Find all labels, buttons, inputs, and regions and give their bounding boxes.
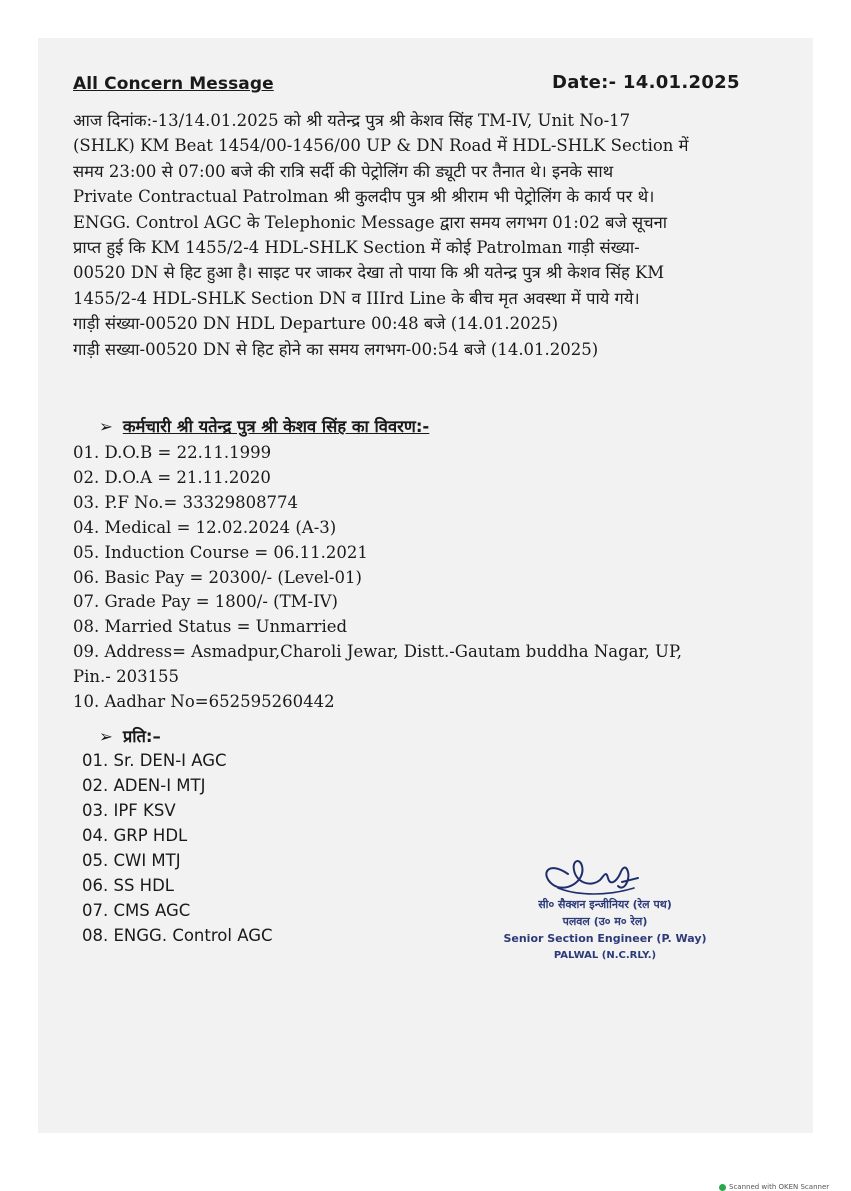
scanner-watermark-text: Scanned with OKEN Scanner xyxy=(729,1183,830,1191)
detail-item: 02. D.O.A = 21.11.2020 xyxy=(73,467,271,487)
detail-item: 07. Grade Pay = 1800/- (TM-IV) xyxy=(73,592,338,612)
message-line: समय 23:00 से 07:00 बजे की रात्रि सर्दी की पेट्रोलिंग की ड्यूटी पर तैनात थे। इनके साथ xyxy=(73,161,614,181)
employee-details-heading-text: कर्मचारी श्री यतेन्द्र पुत्र श्री केशव सिंह का विवरण:- xyxy=(122,417,430,436)
signature-icon xyxy=(538,852,648,902)
detail-item: Pin.- 203155 xyxy=(73,667,180,687)
message-subject: All Concern Message xyxy=(73,74,274,94)
message-body xyxy=(73,108,773,362)
message-line: 00520 DN से हिट हुआ है। साइट पर जाकर देखा तो पाया कि श्री यतेन्द्र पुत्र श्री केशव सिंह KM xyxy=(73,263,665,283)
message-line: (SHLK) KM Beat 1454/00-1456/00 UP & DN Road में HDL-SHLK Section में xyxy=(73,136,689,156)
copy-to-heading-text: प्रति:– xyxy=(122,727,161,746)
message-line: 1455/2-4 HDL-SHLK Section DN व IIIrd Line के बीच मृत अवस्था में पाये गये। xyxy=(73,288,640,308)
message-line: गाड़ी सख्या-00520 DN से हिट होने का समय लगभग-00:54 बजे (14.01.2025) xyxy=(73,339,599,359)
arrowhead-icon: ➢ xyxy=(99,727,113,746)
copy-to-heading xyxy=(99,724,161,747)
copy-to-list xyxy=(82,748,273,948)
message-line: प्राप्त हुई कि KM 1455/2-4 HDL-SHLK Section में कोई Patrolman गाड़ी संख्या- xyxy=(73,238,640,258)
detail-item: 06. Basic Pay = 20300/- (Level-01) xyxy=(73,567,362,587)
detail-item: 05. Induction Course = 06.11.2021 xyxy=(73,542,368,562)
stamp-line-hindi-place: पलवल (उ० म० रेल) xyxy=(562,915,648,928)
stamp-line-hindi-title: सी० सैक्शन इन्जीनियर (रेल पथ) xyxy=(538,898,672,911)
message-line: गाड़ी संख्या-00520 DN HDL Departure 00:48 बजे (14.01.2025) xyxy=(73,314,559,334)
detail-item: 08. Married Status = Unmarried xyxy=(73,617,348,637)
message-line: आज दिनांक:-13/14.01.2025 को श्री यतेन्द्र पुत्र श्री केशव सिंह TM-IV, Unit No-17 xyxy=(73,111,631,130)
copy-item: 07. CMS AGC xyxy=(82,901,191,920)
detail-item: 10. Aadhar No=652595260442 xyxy=(73,692,335,712)
scanner-watermark xyxy=(719,1183,829,1191)
message-date: Date:- 14.01.2025 xyxy=(552,72,740,93)
copy-item: 02. ADEN-I MTJ xyxy=(82,776,206,795)
stamp-line-place: PALWAL (N.C.RLY.) xyxy=(553,950,657,961)
message-line: ENGG. Control AGC के Telephonic Message द्वारा समय लगभग 01:02 बजे सूचना xyxy=(73,212,668,232)
copy-item: 08. ENGG. Control AGC xyxy=(82,926,273,945)
copy-item: 03. IPF KSV xyxy=(82,801,176,820)
arrowhead-icon: ➢ xyxy=(99,417,113,436)
employee-details-heading xyxy=(99,414,429,437)
copy-item: 06. SS HDL xyxy=(82,876,174,895)
official-stamp xyxy=(500,896,710,964)
detail-item: 09. Address= Asmadpur,Charoli Jewar, Distt.-Gautam buddha Nagar, UP, xyxy=(73,642,682,662)
detail-item: 04. Medical = 12.02.2024 (A-3) xyxy=(73,517,337,537)
copy-item: 01. Sr. DEN-I AGC xyxy=(82,751,227,770)
scanner-logo-icon xyxy=(719,1184,726,1191)
copy-item: 04. GRP HDL xyxy=(82,826,188,845)
copy-item: 05. CWI MTJ xyxy=(82,851,181,870)
signature-block xyxy=(500,852,710,972)
detail-item: 03. P.F No.= 33329808774 xyxy=(73,492,299,512)
detail-item: 01. D.O.B = 22.11.1999 xyxy=(73,443,272,462)
employee-details-list xyxy=(73,441,773,715)
message-line: Private Contractual Patrolman श्री कुलदीप पुत्र श्री श्रीराम भी पेट्रोलिंग के कार्य पर थे। xyxy=(73,187,655,207)
stamp-line-title: Senior Section Engineer (P. Way) xyxy=(503,932,707,945)
